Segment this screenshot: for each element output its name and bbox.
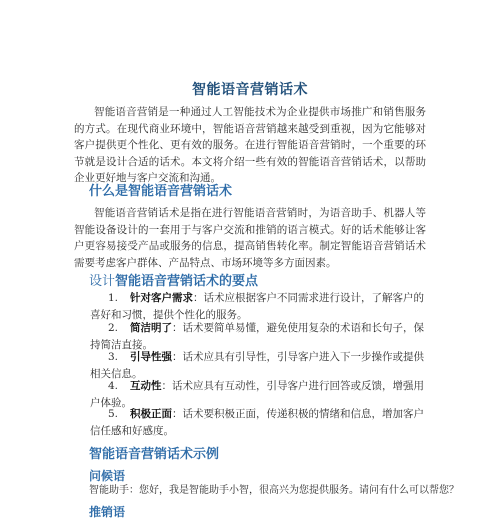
item-number: 1. (108, 292, 119, 304)
subheading-sales-pitch: 推销语 (89, 505, 126, 519)
heading-prefix: 设计 (89, 274, 116, 289)
item-text: ：话术要积极正面，传递积极的情绪和信息，增加客户信任感和好感度。 (90, 408, 424, 437)
item-text: ：话术应具有引导性，引导客户进入下一步操作或提供相关信息。 (90, 351, 424, 380)
item-term: 简洁明了 (130, 322, 172, 334)
item-number: 3. (108, 351, 119, 363)
section-heading-what-is: 什么是智能语音营销话术 (89, 184, 233, 199)
greeting-example: 智能助手：您好，我是智能助手小智，很高兴为您提供服务。请问有什么可以帮您？ (89, 485, 459, 496)
section-heading-key-points (89, 270, 258, 289)
item-term: 互动性 (130, 380, 162, 392)
section-what-is-paragraph: 智能语音营销话术是指在进行智能语音营销时，为语音助手、机器人等智能设备设计的一套用于与客户交流和推销的语言模式。好的话术能够让客户更容易接受产品或服务的信息，提高销售转化率。制定智能语音营销话术需要考虑客户群体、产品特点、市场环境等多方面因素。 (74, 207, 426, 269)
item-text: ：话术应具有互动性，引导客户进行回答或反馈，增强用户体验。 (90, 380, 424, 409)
item-number: 4. (108, 380, 119, 392)
intro-paragraph: 智能语音营销是一种通过人工智能技术为企业提供市场推广和销售服务的方式。在现代商业环境中，智能语音营销越来越受到重视，因为它能够对客户提供更个性化、更有效的服务。在进行智能语音营销时，一个重要的环节就是设计合适的话术。本文将介绍一些有效的智能语音营销话术，以帮助企业更好地与客户交流和沟通。 (74, 106, 426, 184)
item-text: ：话术要简单易懂，避免使用复杂的术语和长句子，保持简洁直接。 (90, 322, 424, 351)
key-point-item (90, 406, 426, 439)
subheading-greeting: 问候语 (89, 469, 126, 483)
heading-bold: 智能语音营销话术的要点 (115, 274, 259, 289)
item-term: 引导性强 (130, 351, 172, 363)
item-number: 5. (108, 408, 119, 420)
document-title: 智能语音营销话术 (192, 82, 308, 98)
section-heading-examples: 智能语音营销话术示例 (89, 447, 220, 462)
item-term: 积极正面 (130, 408, 172, 420)
item-text: ：话术应根据客户不同需求进行设计，了解客户的喜好和习惯，提供个性化的服务。 (90, 292, 424, 321)
item-term: 针对客户需求 (130, 292, 193, 304)
key-point-item (90, 290, 426, 323)
item-number: 2. (108, 322, 119, 334)
